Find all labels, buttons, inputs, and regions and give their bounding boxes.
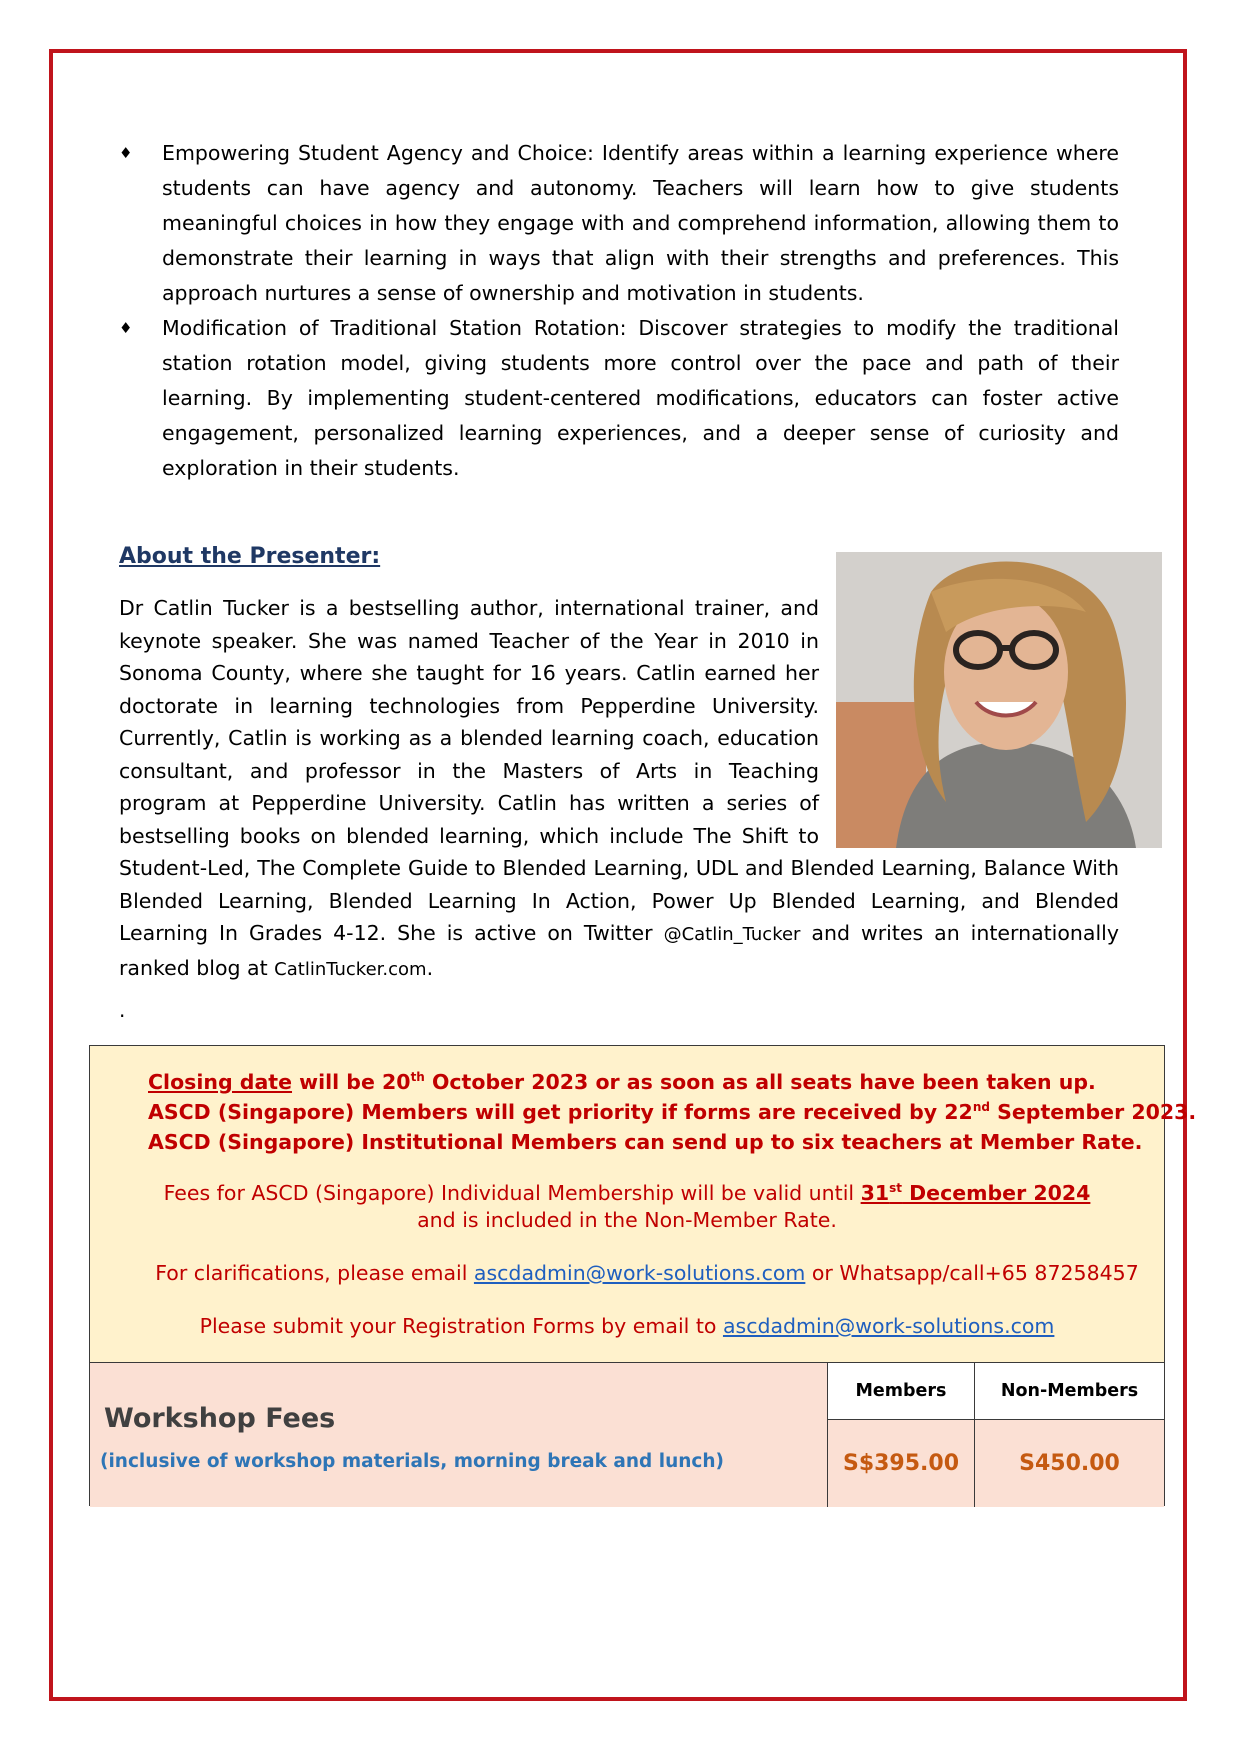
clarification-phone: or Whatsapp/call+65 87258457 <box>805 1261 1139 1285</box>
closing-date-label: Closing date <box>148 1070 293 1094</box>
separator-dot: . <box>119 998 126 1022</box>
membership-valid-date <box>861 1181 1091 1205</box>
submit-email-link[interactable]: ascdadmin@work-solutions.com <box>722 1314 1055 1338</box>
non-members-price: S450.00 <box>1019 1450 1120 1476</box>
closing-date-text: will be 20 <box>292 1070 411 1094</box>
membership-fees-text: Fees for ASCD (Singapore) Individual Membership will be valid until <box>163 1181 861 1205</box>
institutional-line: ASCD (Singapore) Institutional Members can send up to six teachers at Member Rate. <box>148 1130 1143 1154</box>
list-item <box>119 311 1119 486</box>
blog-site: CatlinTucker.com <box>274 958 427 980</box>
priority-text: ASCD (Singapore) Members will get priority if forms are received by 22 <box>148 1100 973 1124</box>
clarification-email-link[interactable]: ascdadmin@work-solutions.com <box>473 1261 806 1285</box>
membership-date-sup: st <box>889 1181 903 1196</box>
submit-text: Please submit your Registration Forms by email to <box>199 1314 723 1338</box>
twitter-handle: @Catlin_Tucker <box>663 924 801 945</box>
priority-text-b: September 2023. <box>989 1100 1197 1124</box>
non-members-column <box>974 1363 1164 1507</box>
presenter-bio <box>119 592 1119 986</box>
members-column <box>827 1363 974 1507</box>
workshop-fees-table <box>90 1362 1164 1507</box>
priority-line <box>148 1100 1196 1124</box>
membership-date-day: 31 <box>860 1181 890 1205</box>
bio-text: Dr Catlin Tucker is a bestselling author, international trainer, and keynote speaker. She was named Teacher of the Year in 2010 in Sonoma County, where she taught for 16 years. Catlin earned her doctorate in learning technologies from Pepperdine University. Currently, Catlin is working as a blended learning coach, education consultant, and professor in the Masters of Arts in Teaching program at Pepperdine University. Catlin has written a series of bestselling books on blended learning, which include The Shift to Student-Led, The Complete Guide to Blended Learning, UDL and Blended Learning, Balance With Blended Learning, Blended Learning In Action, Power Up Blended Learning, and Blended Learning In Grades 4-12. She is active on Twitter <box>119 596 1119 945</box>
clarification-line <box>110 1261 1184 1285</box>
workshop-fees-title: Workshop Fees <box>104 1403 336 1434</box>
clarification-text: For clarifications, please email <box>155 1261 474 1285</box>
bullet-text: Empowering Student Agency and Choice: Identify areas within a learning experience where students can have agency and autonomy. Teachers will learn how to give students meaningful choices in how they engage with and comprehend information, allowing them to demonstrate their learning in ways that align with their strengths and preferences. This approach nurtures a sense of ownership and motivation in students. <box>162 141 1119 305</box>
priority-sup: nd <box>972 1100 990 1115</box>
membership-fees-line <box>90 1181 1164 1205</box>
diamond-bullet-icon: ♦ <box>119 144 133 162</box>
about-presenter-heading: About the Presenter: <box>119 544 381 569</box>
registration-notes <box>90 1046 1197 1362</box>
list-item <box>119 136 1119 311</box>
diamond-bullet-icon: ♦ <box>119 319 133 337</box>
submit-line <box>90 1314 1164 1338</box>
membership-included-line: and is included in the Non-Member Rate. <box>417 1208 837 1232</box>
registration-info-box <box>89 1045 1197 1506</box>
members-header: Members <box>828 1363 974 1420</box>
photo-float-spacer <box>819 592 1119 852</box>
closing-date-text-b: October 2023 or as soon as all seats have been taken up. <box>424 1070 1096 1094</box>
membership-date-rest: December 2024 <box>902 1181 1091 1205</box>
bio-text-end: . <box>426 955 434 980</box>
members-price: S$395.00 <box>842 1450 960 1476</box>
closing-date-line <box>148 1070 1096 1094</box>
closing-date-sup: th <box>410 1070 425 1085</box>
workshop-fees-subtitle: (inclusive of workshop materials, morning break and lunch) <box>100 1451 724 1472</box>
bullet-text: Modification of Traditional Station Rotation: Discover strategies to modify the traditional station rotation model, giving students more control over the pace and path of their learning. By implementing student-centered modifications, educators can foster active engagement, personalized learning experiences, and a deeper sense of curiosity and exploration in their students. <box>162 316 1119 480</box>
objectives-list <box>119 136 1119 486</box>
bio-text-mid: and writes an internationally ranked blog at <box>119 921 1119 980</box>
non-members-header: Non-Members <box>975 1363 1164 1420</box>
